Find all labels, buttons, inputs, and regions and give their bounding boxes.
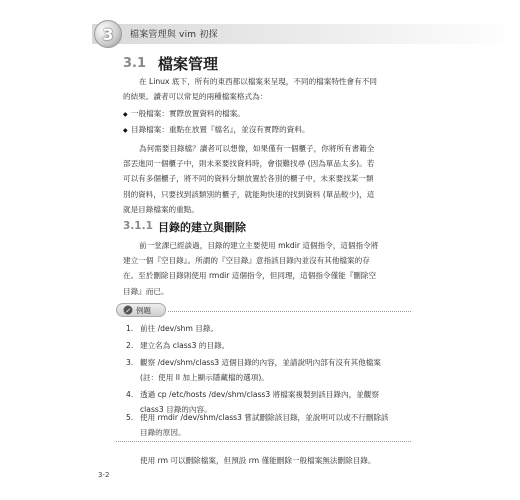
bullet-item [123, 108, 245, 121]
example-bottom-divider [116, 441, 411, 442]
paragraph-line: 前一堂課已經談過，目錄的建立主要使用 mkdir 這個指令，這個指令將 [139, 241, 379, 250]
subsection-number: 3.1.1 [123, 220, 153, 232]
paragraph-line: 為何需要目錄檔？讀者可以想像，如果僅有一個櫃子，你將所有書籍全 [139, 144, 375, 153]
intro-line: 在 Linux 底下，所有的東西都以檔案來呈現，不同的檔案特性會有不同 [139, 77, 377, 86]
paragraph-line: 別的資料，只要找到該類別的櫃子，就能夠快速的找到資料 (單品較少)，這 [123, 189, 375, 199]
step-text: 前往 /dev/shm 目錄。 [140, 324, 219, 333]
subsection-title: 目錄的建立與刪除 [158, 221, 246, 234]
footer-note: 使用 rm 可以刪除檔案，但預設 rm 僅能刪除一般檔案無法刪除目錄。 [140, 456, 376, 465]
bullet-item [123, 124, 309, 137]
step-number: 2. [126, 341, 134, 350]
step-number: 1. [126, 324, 134, 333]
diamond-bullet-icon: ◆ [123, 111, 128, 118]
chapter-number-badge [94, 20, 122, 48]
step-text-continued: (註：使用 ll 加上顯示隱藏檔的選項)。 [140, 373, 269, 383]
step-text: 觀察 /dev/shm/class3 這個目錄的內容，並請說明內部有沒有其他檔案 [140, 358, 381, 367]
intro-paragraph [123, 74, 413, 104]
paragraph-line: 部丟進同一個櫃子中，則未來要找資料時，會很難找尋 (因為單品太多)。若 [123, 159, 375, 169]
step-number: 5. [126, 413, 134, 422]
diamond-bullet-icon: ◆ [123, 127, 128, 134]
paragraph-line: 目錄』而已。 [123, 286, 169, 296]
step-number: 3. [126, 358, 134, 367]
step-text: 使用 rmdir /dev/shm/class3 嘗試刪除該目錄，並說明可以或不行刪除該 [140, 413, 389, 422]
step-text: 透過 cp /etc/hosts /dev/shm/class3 將檔案複製到該目錄內，並觀察 [140, 390, 379, 399]
step-text: 建立名為 class3 的目錄。 [140, 341, 230, 350]
example-step [126, 321, 411, 336]
mkdir-paragraph [123, 238, 413, 299]
paragraph-line: 就是目錄檔案的重點。 [123, 204, 199, 214]
example-tag [116, 303, 166, 317]
example-step [126, 355, 411, 385]
bullet-text: 一般檔案：實際放置資料的檔案。 [131, 109, 245, 118]
bullet-text: 目錄檔案：重點在放置『檔名』，並沒有實際的資料。 [131, 125, 310, 134]
directory-explanation-paragraph [123, 141, 413, 217]
step-text-continued: 目錄的原因。 [140, 428, 186, 438]
chapter-title: 檔案管理與 vim 初探 [130, 30, 218, 40]
section-title: 檔案管理 [158, 55, 219, 73]
example-step [126, 338, 411, 353]
chapter-number: 3 [102, 24, 114, 44]
step-text-continued: class3 目錄的內容。 [140, 405, 212, 415]
paragraph-line: 建立一個『空目錄』。所謂的『空目錄』意指該目錄內並沒有其他檔案的存 [123, 256, 370, 266]
paragraph-line: 在。至於刪除目錄則使用 rmdir 這個指令，但同理，這個指令僅能『刪除空 [123, 271, 377, 281]
example-top-divider [168, 311, 411, 312]
intro-line: 的結果。讀者可以常見的兩種檔案格式為： [123, 92, 268, 102]
example-step [126, 410, 411, 440]
page-number: 3-2 [98, 471, 110, 479]
paragraph-line: 可以有多個櫃子，將不同的資料分類放置於各別的櫃子中，未來要找某一類 [123, 174, 374, 184]
step-number: 4. [126, 390, 134, 399]
section-number: 3.1 [123, 56, 147, 71]
pencil-icon [123, 305, 133, 315]
example-label: 例題 [136, 305, 151, 315]
